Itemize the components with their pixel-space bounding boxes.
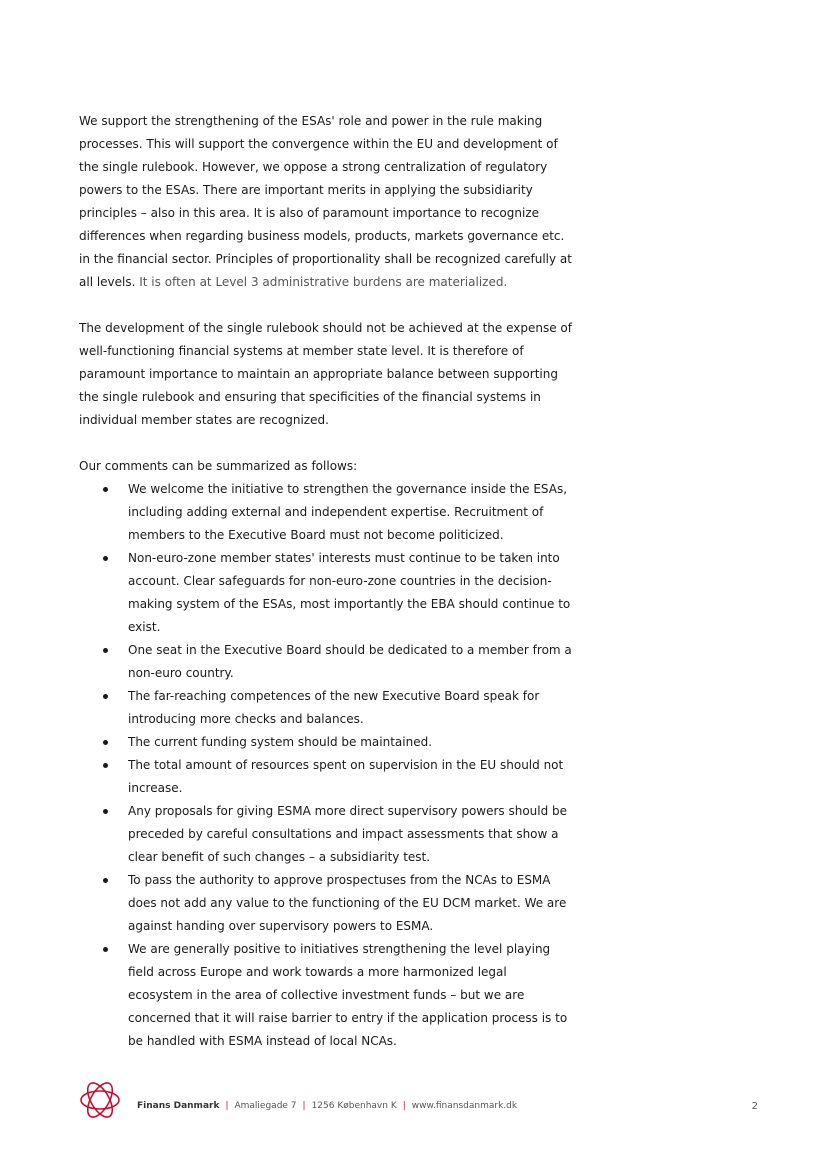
- summary-bullet-list: [79, 478, 574, 1053]
- paragraph-text: We support the strengthening of the ESAs' role and power in the rule making processes. This will support the convergence within the EU and development of the single rulebook. However, we oppose a strong centralization of regulatory powers to the ESAs. There are important merits in applying the subsidiarity principles – also in this area. It is also of paramount importance to recognize differences when regarding business models, products, markets governance etc. in the financial sector. Principles of proportionality shall be recognized carefully at all levels.: [79, 114, 572, 289]
- bullet-text: The current funding system should be maintained.: [128, 735, 433, 749]
- footer-address: Amaliegade 7: [234, 1101, 297, 1111]
- bullet-dot-icon: [103, 556, 108, 561]
- bullet-dot-icon: [103, 648, 108, 653]
- footer-contact-line: [137, 1101, 517, 1111]
- bullet-item: [79, 869, 574, 938]
- bullet-item: [79, 478, 574, 547]
- bullet-text: Any proposals for giving ESMA more direct supervisory powers should be preceded by careful consultations and impact assessments that show a clear benefit of such changes – a subsidiarity test.: [128, 804, 568, 864]
- bullet-text: One seat in the Executive Board should be dedicated to a member from a non-euro country.: [128, 643, 572, 680]
- finans-danmark-logo-icon: [78, 1078, 122, 1122]
- bullet-text: To pass the authority to approve prospectuses from the NCAs to ESMA does not add any value to the functioning of the EU DCM market. We are against handing over supervisory powers to ESMA.: [128, 873, 567, 933]
- bullet-item: [79, 547, 574, 639]
- paragraph-text: The development of the single rulebook should not be achieved at the expense of well-functioning financial systems at member state level. It is therefore of paramount importance to maintain an appropriate balance between supporting the single rulebook and ensuring that specificities of the financial systems in individual member states are recognized.: [79, 321, 572, 427]
- footer-separator: |: [302, 1101, 306, 1111]
- paragraph-single-rulebook: [79, 317, 574, 432]
- footer-separator: |: [402, 1101, 406, 1111]
- bullet-dot-icon: [103, 694, 108, 699]
- bullet-dot-icon: [103, 487, 108, 492]
- footer-organization: Finans Danmark: [137, 1101, 220, 1111]
- bullet-dot-icon: [103, 878, 108, 883]
- bullet-item: [79, 938, 574, 1053]
- footer-website-link[interactable]: www.finansdanmark.dk: [411, 1101, 518, 1111]
- page-number: 2: [751, 1101, 758, 1112]
- paragraph-text-trailing: It is often at Level 3 administrative burdens are materialized.: [135, 275, 508, 289]
- paragraph-esa-support: [79, 110, 574, 294]
- bullet-item: [79, 754, 574, 800]
- document-body: [79, 110, 574, 1053]
- bullet-dot-icon: [103, 740, 108, 745]
- bullet-item: [79, 731, 574, 754]
- bullet-text: The total amount of resources spent on supervision in the EU should not increase.: [128, 758, 564, 795]
- bullet-dot-icon: [103, 809, 108, 814]
- bullet-text: The far-reaching competences of the new Executive Board speak for introducing more checks and balances.: [128, 689, 540, 726]
- bullet-item: [79, 685, 574, 731]
- footer-separator: |: [225, 1101, 229, 1111]
- bullet-text: Non-euro-zone member states' interests must continue to be taken into account. Clear safeguards for non-euro-zone countries in the decision-making system of the ESAs, most importantly the EBA should continue to exist.: [128, 551, 571, 634]
- page-footer: [78, 1078, 758, 1122]
- bullet-dot-icon: [103, 947, 108, 952]
- footer-city: 1256 København K: [311, 1101, 397, 1111]
- bullet-dot-icon: [103, 763, 108, 768]
- bullet-item: [79, 639, 574, 685]
- bullet-text: We welcome the initiative to strengthen the governance inside the ESAs, including adding external and independent expertise. Recruitment of members to the Executive Board must not become politicized.: [128, 482, 568, 542]
- summary-intro: Our comments can be summarized as follows:: [79, 459, 358, 473]
- bullet-text: We are generally positive to initiatives strengthening the level playing field across Europe and work towards a more harmonized legal ecosystem in the area of collective investment funds – but we are concerned that it will raise barrier to entry if the application process is to be handled with ESMA instead of local NCAs.: [128, 942, 568, 1048]
- bullet-item: [79, 800, 574, 869]
